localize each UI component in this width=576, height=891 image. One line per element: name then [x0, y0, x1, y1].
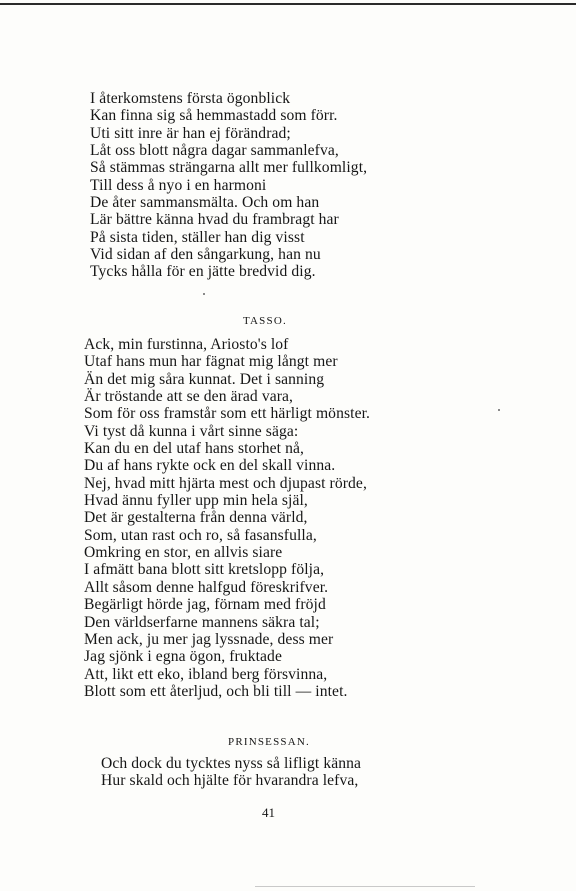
print-speck [498, 409, 500, 411]
verse-line: Hur skald och hjälte för hvarandra lefva, [101, 772, 359, 790]
speaker-heading-tasso: TASSO. [243, 315, 287, 327]
verse-line: Men ack, ju mer jag lyssnade, dess mer [84, 630, 334, 648]
verse-line: Du af hans rykte ock en del skall vinna. [84, 457, 336, 475]
verse-line: På sista tiden, ställer han dig visst [90, 228, 305, 246]
verse-line: Blott som ett återljud, och bli till — intet. [84, 682, 348, 700]
verse-line: Lär bättre känna hvad du frambragt har [90, 211, 339, 229]
verse-line: Vid sidan af den sångarkung, han nu [90, 246, 321, 264]
verse-line: Är tröstande att se den ärad vara, [84, 388, 294, 406]
verse-line: Än det mig såra kunnat. Det i sanning [84, 370, 325, 388]
verse-line: Begärligt hörde jag, förnam med fröjd [84, 596, 326, 614]
verse-stanza-2 [84, 336, 370, 700]
verse-line: Till dess å nyo i en harmoni [90, 176, 267, 194]
speaker-heading-prinsessan: PRINSESSAN. [228, 736, 310, 748]
verse-stanza-1 [90, 90, 367, 281]
verse-line: Tycks hålla för en jätte bredvid dig. [90, 263, 316, 281]
verse-line: Vi tyst då kunna i vårt sinne säga: [84, 422, 299, 440]
verse-line: Uti sitt inre är han ej förändrad; [90, 124, 291, 142]
verse-line: Och dock du tycktes nyss så lifligt känna [101, 755, 362, 772]
verse-line: Som för oss framstår som ett härligt mönster. [84, 405, 371, 423]
verse-line: Allt såsom denne halfgud föreskrifver. [84, 578, 329, 596]
page-number: 41 [262, 805, 275, 820]
top-edge-rule [0, 3, 576, 5]
verse-line: Utaf hans mun har fägnat mig långt mer [84, 353, 338, 371]
verse-line: Låt oss blott några dagar sammanlefva, [90, 142, 339, 160]
bottom-edge-rule [255, 886, 475, 887]
verse-line: Jag sjönk i egna ögon, fruktade [84, 648, 282, 666]
verse-line: Det är gestalterna från denna värld, [84, 509, 308, 527]
verse-line: Att, likt ett eko, ibland berg försvinna, [84, 665, 328, 683]
verse-line: De åter sammansmälta. Och om han [90, 194, 320, 212]
verse-line: I afmätt bana blott sitt kretslopp följa, [84, 561, 325, 579]
verse-stanza-3 [101, 755, 361, 790]
verse-line: Omkring en stor, en allvis siare [84, 544, 283, 562]
verse-line: I återkomstens första ögonblick [90, 90, 291, 107]
verse-line: Kan du en del utaf hans storhet nå, [84, 440, 305, 458]
verse-line: Den världserfarne mannens säkra tal; [84, 613, 320, 631]
verse-line: Nej, hvad mitt hjärta mest och djupast rörde, [84, 474, 367, 492]
verse-line: Kan finna sig så hemmastadd som förr. [90, 107, 338, 125]
print-speck [203, 293, 205, 295]
verse-line: Hvad ännu fyller upp min hela själ, [84, 492, 308, 510]
verse-line: Som, utan rast och ro, så fasansfulla, [84, 526, 317, 544]
verse-line: Så stämmas strängarna allt mer fullkomligt, [90, 159, 368, 177]
verse-line: Ack, min furstinna, Ariosto's lof [84, 336, 289, 353]
